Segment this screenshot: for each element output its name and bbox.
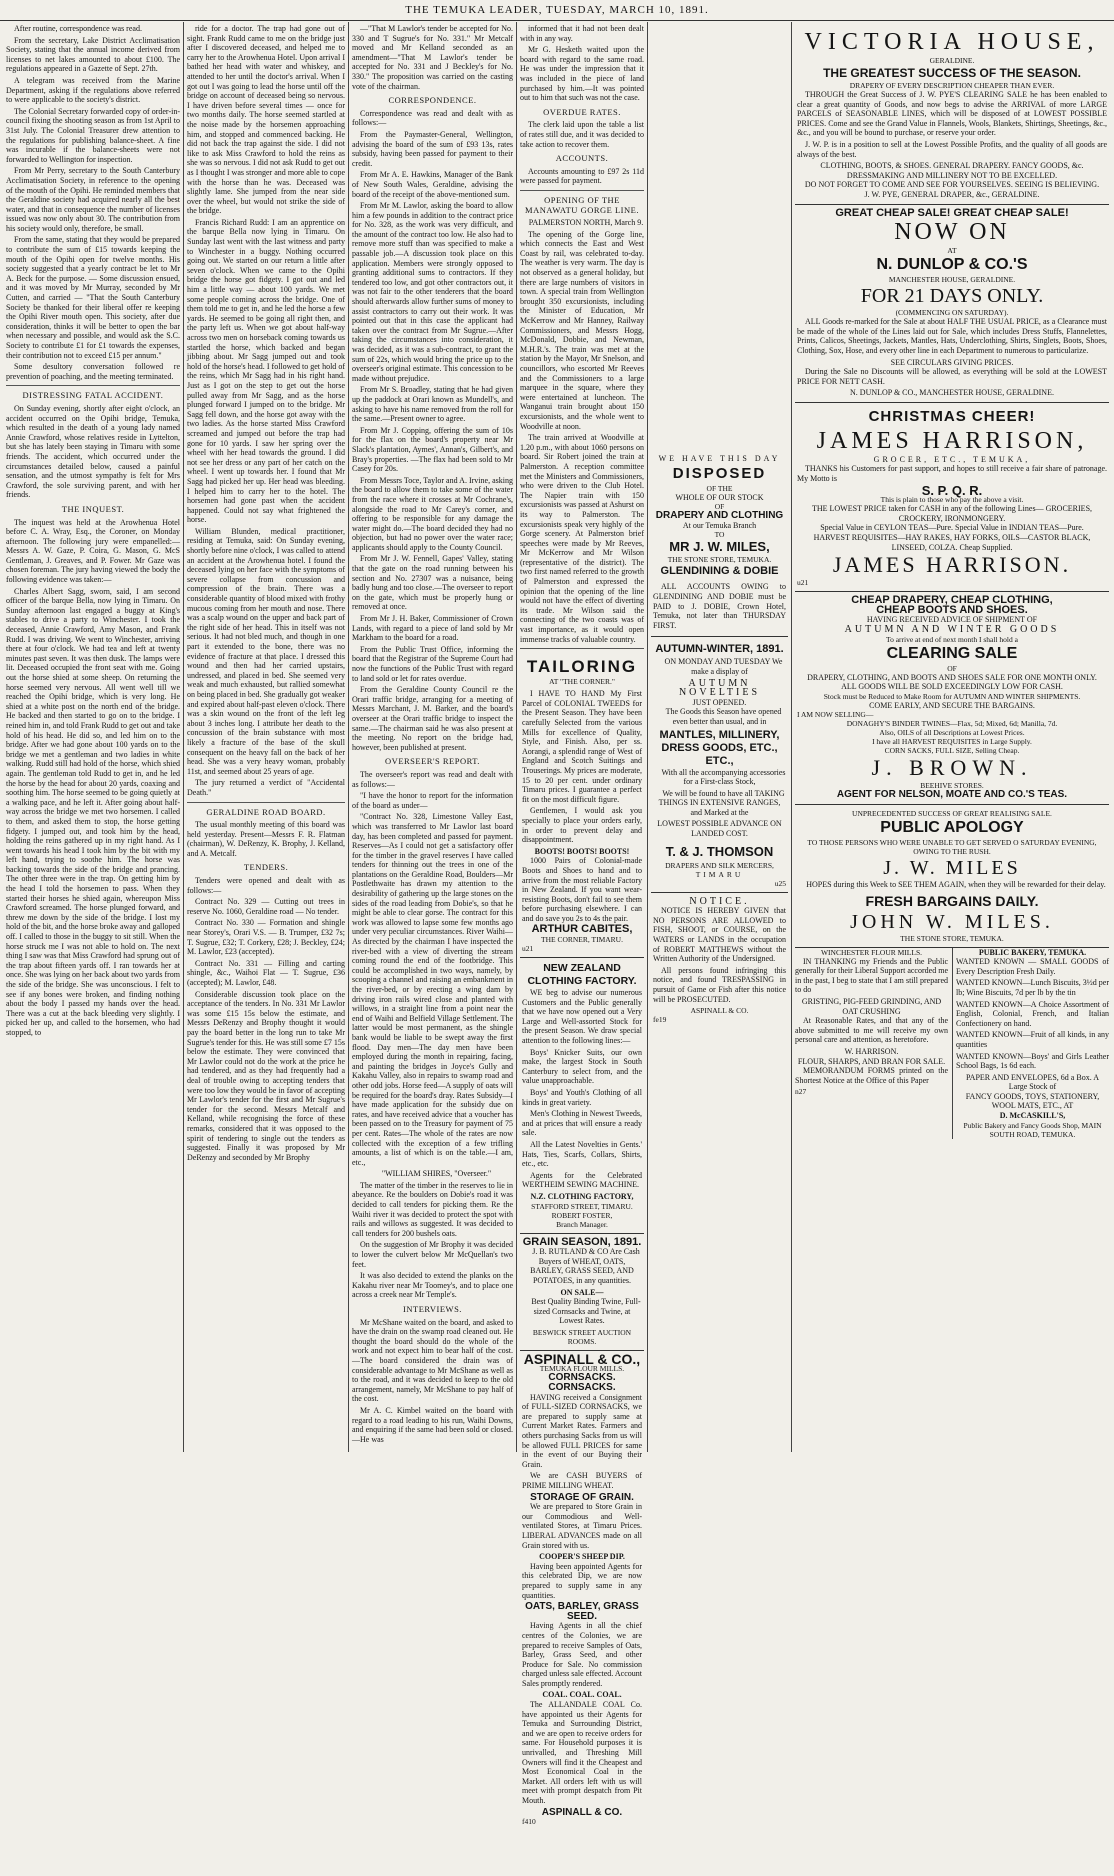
column-rule bbox=[791, 22, 792, 1452]
paragraph: Mr G. Hesketh waited upon the board with regard to the same road. He was under the impression that it was included in the piece of land purchased by him.—It was pointed out to him that such was not the case. bbox=[520, 45, 644, 103]
advert-line: WANTED KNOWN — SMALL GOODS of Every Description Fresh Daily. bbox=[956, 957, 1109, 976]
advert-title: PUBLIC BAKERY, TEMUKA. bbox=[978, 947, 1087, 957]
paragraph: The Colonial Secretary forwarded copy of order-in-council fixing the shooting season as from 1st April to 31st July. The Colonial Treasurer drew attention to the regulations for publishing balance-sheet. A fine was incurable if the balance-sheets were not forwarded to Wellington for inspection. bbox=[6, 106, 180, 164]
article-heading: DISTRESSING FATAL ACCIDENT. bbox=[22, 390, 164, 401]
paragraph: From the Paymaster-General, Wellington, advising the board of the sum of £93 13s, rates subsidy, having been passed for payment to their credit. bbox=[352, 129, 513, 168]
paragraph: Charles Albert Sagg, sworn, said, I am second officer of the barque Bella, now lying in Timaru. On Sunday afternoon last engaged a buggy at King's stables to drive a party to Winchester. I took the deceased, Annie Crawford, Amy Mason, and Frank Rudd. I was driving. We went to Winchester, arriving there at four o'clock. We had tea and left at twenty minutes past seven. It was then dusk. The lamps were lit. Deceased occupied the front seat with me. Going out the horse shied at some sheep. On returning the horse seemed very nervous. All went well till we reached the Opihi bridge, which is very long. He shied at a white post on the north end of the bridge. He backed and then started to go on to the bridge. I reined him in, and told Frank Rudd to get out and take hold of his head. He did so, and led him on to the bridge. After we had gone about 100 yards on to the bridge we met a gentleman and two ladies in white walking. Rudd still had hold of the horse, which shied again. The gentleman told Rudd to get in, and he led the horse by the head for about 20 yards, coaxing and soothing him. The horse seemed to be going quietly at a walking pace, and he left it. After going about half-way across the bridge we met two horsemen. I called to them, and asked them to stop, the horse getting fidgety. I jumped out, and took him by the head, holding the reins gathered up in my right hand. As I went towards his head I took him by the bit with my left hand, trying to soothe him. The horse was backing towards the side of the bridge and prancing. The other three were in the trap. On getting him by the head I told the horsemen to pass. When they started their horses he shied again, whereupon Miss Crawford screamed. The horse plunged forward, and threw me down by the side of the bridge. I lost my hold of the bit, and the horse broke away and galloped off. I called to those in the buggy to sit still. When the horse struck me I was not able to hold on. The next thing I saw was that Miss Crawford had sprung out of the trap about fifteen yards off. I ran towards her at once. She was lying on her back about two yards from the side of the bridge. She was unconscious. I felt to see if any bones were broken, and finding nothing about the body I passed my hands over the head. There was a cut at the back bleeding very slightly. I picked her up, and called to the horsemen, who had stopped, to bbox=[6, 586, 180, 1037]
article-subheading: TENDERS. bbox=[243, 862, 289, 873]
advert-line: DO NOT FORGET TO COME AND SEE FOR YOURSELVES. SEEING IS BELIEVING. bbox=[804, 180, 1100, 190]
clothing-factory-advert bbox=[520, 958, 644, 1233]
tailoring-advert bbox=[520, 653, 644, 958]
advert-body: We will be found to have all TAKING THINGS IN EXTENSIVE RANGES, and Marked at the bbox=[658, 788, 785, 817]
divider bbox=[520, 190, 644, 191]
advert-text: I AM NOW SELLING— bbox=[797, 710, 874, 720]
paragraph: "I have the honor to report for the information of the board as under— bbox=[352, 791, 513, 810]
advert-heading: CHRISTMAS CHEER! bbox=[868, 407, 1036, 425]
advert-heading: UNPRECEDENTED SUCCESS OF GREAT REALISING SALE. bbox=[852, 808, 1052, 818]
advertiser-address: THE CORNER, TIMARU. bbox=[541, 935, 623, 945]
advert-subtitle: TEMUKA FLOUR MILLS. bbox=[539, 1364, 625, 1374]
advert-heading: MANTLES, MILLINERY, DRESS GOODS, ETC., ETC., bbox=[659, 728, 780, 767]
advert-body: Having Agents in all the chief centres of the Colonies, we are prepared to receive Samples of Oats, Barley, Grass Seed, and other Produce for Sale. No commission charged unless sale effected. Account Sales promptly rendered. bbox=[522, 1621, 642, 1688]
paragraph: On the suggestion of Mr Brophy it was decided to lower the culvert below Mr McQuellan's two feet. bbox=[352, 1240, 513, 1269]
masthead: THE TEMUKA LEADER, TUESDAY, MARCH 10, 1891. bbox=[0, 0, 1114, 21]
disposed-advert bbox=[651, 450, 788, 637]
paragraph: informed that it had not been dealt with in any way. bbox=[520, 24, 644, 43]
advert-text: AT bbox=[947, 246, 957, 256]
advertiser-name: J. W. MILES bbox=[883, 856, 1021, 879]
paragraph: From the Public Trust Office, informing the board that the Registrar of the Supreme Court had now the functions of the Public Trust with regard to land sold or let for rates overdue. bbox=[352, 644, 513, 683]
advertiser-name: JAMES HARRISON. bbox=[832, 552, 1072, 578]
advert-title: PUBLIC APOLOGY bbox=[880, 818, 1024, 836]
advert-body: J. B. RUTLAND & CO Are Cash Buyers of WHEAT, OATS, BARLEY, GRASS SEED, AND POTATOES, in any quantities. bbox=[530, 1247, 640, 1285]
advert-body: 1000 Pairs of Colonial-made Boots and Shoes to hand and to arrive from the most reliable Factory in New Zealand. If you want wear-resisting Boots, don't fail to see them before purchasing elsewhere. I can and do save you 2s to 4s the pair. bbox=[522, 856, 642, 923]
advertiser-name: ASPINALL & CO. bbox=[541, 1806, 623, 1818]
paragraph: Mr A. C. Kimbel waited on the board with regard to a road leading to his run, Waihi Downs, and enquiring if the same had been sold or closed.—He was bbox=[352, 1405, 513, 1444]
paragraph: The inquest was held at the Arowhenua Hotel before C. A. Wray, Esq., the Coroner, on Monday afternoon. The following jury were empanelled:—Messrs A. W. Gaze, P. Coira, G. Mason, G. McS Gentleman, J. Greaves, and P. Fower. Mr Gaze was chosen foreman. The jury having viewed the body the following evidence was taken:— bbox=[6, 517, 180, 585]
paragraph: It was also decided to extend the planks on the Kakahu river near Mr Toomey's, and to place one across a creek near Mr Temple's. bbox=[352, 1271, 513, 1300]
advert-code: n27 bbox=[795, 1087, 807, 1097]
paragraph: From Mr Perry, secretary to the South Canterbury Acclimatisation Society, in reference to the opening of the mouth of the Opihi. He reminded members that the Geraldine society had acquired nearly all the best water, and that in consequence the number of licenses issued was now only about 30. The contribution from his society would only, therefore, be small. bbox=[6, 166, 180, 233]
advert-line: WANTED KNOWN—Lunch Biscuits, 3½d per lb; Wine Biscuits, 7d per lb by the tin bbox=[956, 978, 1109, 997]
advert-body: We are prepared to Store Grain in our Commodious and Well-ventilated Stores, at Timaru Prices. LIBERAL ADVANCES made on all Grain stored with us. bbox=[522, 1502, 642, 1550]
advert-subtitle: GROCER, ETC., TEMUKA, bbox=[873, 454, 1031, 464]
advert-title: NEW ZEALAND CLOTHING FACTORY. bbox=[527, 962, 637, 988]
advert-text: COME EARLY, AND SECURE THE BARGAINS. bbox=[869, 700, 1035, 710]
advert-text: This is plain to those who pay the above a visit. bbox=[880, 495, 1024, 505]
paragraph: Considerable discussion took place on the acceptance of the tenders. In No. 331 Mr Lawlor was some £15 15s below the estimate, and Messrs DeRenzy and Brophy thought it would pay the board better in the long run to take Mr Sugrue's tender for this. He was still some £7 15s below the estimate. They were convinced that Mr Lawlor could not do the work at the price he had tendered, and as they had frequently had a deal of trouble owing to accepting tenders that were too low they would be in favor of accepting Mr Lawlor's tender for the first and Mr Sugrue's tender for the second. Messrs Metcalf and Kelland, while recognising the force of these remarks, considered that it was opposed to the spirit of tendering to single out the tenders as suggested. Finally it was proposed by Mr DeRenzy and seconded by Mr Brophy bbox=[187, 989, 345, 1162]
advertiser-address: BESWICK STREET AUCTION ROOMS. bbox=[532, 1327, 632, 1346]
advert-heading: AUTUMN NOVELTIES bbox=[678, 677, 761, 699]
advertiser-address: THE STONE STORE, TEMUKA. bbox=[900, 933, 1004, 943]
advert-text: I have all HARVEST REQUISITES in Large Supply. bbox=[872, 737, 1032, 747]
advert-line: WANTED KNOWN—Boys' and Girls Leather School Bags, 1s 6d each. bbox=[956, 1051, 1109, 1071]
advert-body: WE beg to advise our numerous Customers and the Public generally that we have now opened out a Very Large and Well-assorted Stock for the present Season. We draw special attention to the following lines:— bbox=[522, 988, 642, 1046]
advert-title: NOW ON bbox=[894, 219, 1010, 246]
advert-text: OF bbox=[714, 502, 725, 512]
column-2 bbox=[187, 24, 345, 1450]
paragraph: The matter of the timber in the reserves to lie in abeyance. Re the boulders on Dobie's road it was decided to call tenders for picking them. Re the Waihi river it was decided to protect the spot with rails and willows as suggested. It was decided to call tenders for 200 bushels oats. bbox=[352, 1180, 513, 1238]
advertiser-name: J. BROWN. bbox=[871, 755, 1033, 781]
advert-text: HAVING RECEIVED ADVICE OF SHIPMENT OF bbox=[866, 615, 1038, 625]
advertiser-name: N. DUNLOP & CO.'S bbox=[876, 256, 1028, 274]
advert-line: CLOTHING, BOOTS, & SHOES. GENERAL DRAPERY. FANCY GOODS, &c. bbox=[820, 161, 1084, 171]
advert-subtitle: AT "THE CORNER." bbox=[549, 677, 615, 687]
advert-heading: OATS, BARLEY, GRASS SEED. bbox=[525, 1601, 639, 1622]
advert-heading: COAL. COAL. COAL. bbox=[542, 1690, 622, 1700]
paragraph: From Messrs Toce, Taylor and A. Irvine, asking the board to allow them to take some of the water from the race where it crosses at Mr Cochrane's, alongside the road to Mr Carey's corner, and offering to be responsible for any damage the water might do.—The board decided they had no objection, but had no power over the water race; applicants should apply to the County Council. bbox=[352, 475, 513, 552]
advert-text: OF THE bbox=[706, 483, 733, 493]
advert-heading: BOOTS! BOOTS! BOOTS! bbox=[534, 846, 630, 856]
advert-body: Best Quality Binding Twine, Full-sized Cornsacks and Twine, at Lowest Rates. bbox=[531, 1297, 641, 1326]
paragraph: "Contract No. 328, Limestone Valley East, which was transferred to Mr Lawlor last board day, has been completed and passed for payment. Reserves—As I could not get a satisfactory offer for the timber in the gravel reserves I have called tenders for thinning out the trees in one of the plantations on the Geraldine Road, Boulders—Mr Postlethwaite has drawn my attention to the desirability of gathering up the large stones on the sides of the road leading from Dobie's, so that he might be able to clear gorse. The contract for this work was allowed to lapse some few months ago under very peculiar circumstances. River Waihi—As directed by the chairman I have inspected the river-bed with a view of diverting the stream coming round the end of the footbridge. This could be accomplished in two ways, namely, by scooping a channel and raising an embankment in the river-bed, or by erecting a wing dam by driving iron rails wired close and planted with willows, in a straight line from a point near the end of Waihi and Belfield Village Settlement. The latter would be most permanent, as the shingle bank would be liable to be swept away the first flood. Day men—The day men have been employed during the month in repairing, facing, and painting the bridges in Joyce's Gully and Kakahu Valley, also in repairs to swamp road and other odd jobs. Horse feed—A supply of oats will be required for the board's dray. Rates Subsidy—I have made application for the subsidy due on rates, and have received advice that a voucher has been passed on to the Treasury for payment of 75 per cent. Rates—The whole of the rates are now collected with the exception of a few trifling amounts, a list of which is on the table.—I am, etc., bbox=[352, 812, 513, 1167]
advertiser-name: ARTHUR CABITES, bbox=[531, 923, 633, 936]
autumn-winter-advert bbox=[651, 637, 788, 892]
column-rule bbox=[516, 22, 517, 1452]
brown-advert bbox=[795, 592, 1109, 805]
article-subheading: CORRESPONDENCE. bbox=[388, 95, 477, 106]
paragraph: After routine, correspondence was read. bbox=[14, 24, 142, 33]
article-subheading: THE INQUEST. bbox=[61, 503, 125, 514]
aspinall-advert bbox=[520, 1351, 644, 1830]
advert-heading: AGENT FOR NELSON, MOATE AND CO.'S TEAS. bbox=[836, 789, 1068, 801]
advertiser-name: JAMES HARRISON, bbox=[816, 427, 1088, 454]
divider bbox=[520, 648, 644, 649]
advert-heading: CHEAP DRAPERY, CHEAP CLOTHING, bbox=[851, 594, 1053, 607]
column-6 bbox=[795, 24, 1109, 1450]
signature: "WILLIAM SHIRES, "Overseer." bbox=[381, 1169, 492, 1179]
advertiser-name: J. W. PYE, GENERAL DRAPER, &c., GERALDINE. bbox=[864, 189, 1040, 199]
advertiser-name: GLENDINING & DOBIE bbox=[660, 565, 779, 578]
advert-body: Having been appointed Agents for this celebrated Dip, we are now prepared to supply same in any quantities. bbox=[522, 1561, 642, 1600]
advert-body: J. W. P. is in a position to sell at the Lowest Possible Profits, and the quality of all goods are always of the best. bbox=[797, 139, 1107, 159]
paragraph: From Mr J. Copping, offering the sum of 10s for the flax on the board's property near Mr Slack's plantation, Aymes', Annan's, Gilbert's, and Bray's properties. —The flax had been sold to Mr Casey for 20s. bbox=[352, 425, 513, 474]
paragraph: The usual monthly meeting of this board was held yesterday. Present—Messrs F. R. Flatman (chairman), W. DeRenzy, K. Brophy, J. Kelland, and A. Metcalf. bbox=[187, 820, 345, 858]
paragraph: On Sunday evening, shortly after eight o'clock, an accident occurred on the Opihi bridge, Temuka, which resulted in the death of a young lady named Annie Crawford, whose relatives reside in Lyttelton, but she has lately been staying in Timaru with some friends. The accident, which occurred under the circumstances detailed below, caused a painful sensation, and the utmost sympathy is felt for Mrs Crawford, the sole surviving parent, and with her friends. bbox=[6, 403, 180, 500]
advertiser-name: ASPINALL & CO. bbox=[690, 1006, 749, 1016]
paragraph: The overseer's report was read and dealt with as follows:— bbox=[352, 769, 513, 789]
paragraph: Contract No. 329 — Cutting out trees in reserve No. 1060, Geraldine road — No tender. bbox=[187, 897, 345, 916]
advert-line: Boys' and Youth's Clothing of all kinds in great variety. bbox=[522, 1088, 642, 1107]
advert-heading: DRAPERY AND CLOTHING bbox=[655, 510, 784, 522]
advert-line: THE LOWEST PRICE taken for CASH in any of the following Lines— GROCERIES, CROCKERY, IRONMONGERY. bbox=[811, 504, 1093, 523]
advert-line: DRESSMAKING AND MILLINERY NOT TO BE EXCELLED. bbox=[846, 170, 1058, 180]
advert-text: CORN SACKS, FULL SIZE, Selling Cheap. bbox=[884, 746, 1020, 756]
paragraph: Tenders were opened and dealt with as follows:— bbox=[187, 876, 345, 895]
advert-text: (COMMENCING ON SATURDAY). bbox=[895, 308, 1009, 318]
advert-heading: MR J. W. MILES, bbox=[669, 539, 770, 555]
paragraph: From the same, stating that they would be prepared to contribute the sum of £15 towards keeping the mouth of the Opihi open for twelve months. His society suggested that a yearly contract be let to Mr A. Beck for the purpose. — Some discussion ensued, and it was moved by Mr Murray, seconded by Mr Cutten, and carried — "That the South Canterbury Society be thanked for their liberal offer re keeping the Opihi River mouth open. This society, after due consideration, thinks it will be better to open the bar when necessary and possible, and would ask the S.C. Society to contribute £1 for £1 towards the expenses, their contribution not to exceed £15 per annum." bbox=[6, 235, 180, 360]
bottom-adverts bbox=[795, 948, 1109, 1139]
advertiser-manager: ROBERT FOSTER, bbox=[551, 1210, 613, 1220]
advertiser-address: STAFFORD STREET, TIMARU. bbox=[531, 1201, 633, 1211]
paragraph: From Mr S. Broadley, stating that he had given up the paddock at Orari known as Mundell's, and asking to have his name removed from the roll for the same.—Present owner to agree. bbox=[352, 385, 513, 424]
article-heading: GERALDINE ROAD BOARD. bbox=[206, 806, 326, 817]
advert-body: THROUGH the Great Success of J. W. PYE'S CLEARING SALE he has been enabled to clear a great quantity of Goods, and now begs to advise the ARRIVAL of more LARGE PARCELS of SEASONABLE LINES, which will be disposed of at LOWEST POSSIBLE PRICES. Come and see the Grand Value in Flannels, Wools, Blankets, Shirtings, Sheetings, &c., &c., and you will be bound to purchase, or reserve your order. bbox=[797, 90, 1107, 138]
paragraph: The opening of the Gorge line, which connects the East and West Coast by rail, was celebrated to-day. The weather is very warm. The day is not observed as a general holiday, but there are large numbers of visitors in town. A special train from Wellington brought 350 excursionists, including the Minister of Education, Mr McKerrow and Mr Hanney, Railway Commissioners, and Messrs Hogg, McDonald, Dobbie, and Newman, M.H.R.'s. The train was met at the station by the Mayor, Mr Snelson, and councillors, who escorted Mr Reeves and the Commissioners to a large marquee in the square, where they were entertained at luncheon. The Wanganui train brought about 150 excursionists, and the whole went to Woodville at noon. bbox=[520, 229, 644, 431]
winchester-mills-advert bbox=[795, 948, 948, 1139]
advert-body: IN THANKING my Friends and the Public generally for their Liberal Support accorded me in the past, I beg to state that I am still prepared to do bbox=[795, 956, 948, 995]
advert-body: The Goods this Season have opened even better than usual, and in bbox=[665, 707, 782, 726]
advert-text: To arrive at end of next month I shall hold a bbox=[886, 634, 1018, 644]
advert-text: Stock must be Reduced to Make Room for AUTUMN AND WINTER SHIPMENTS. bbox=[823, 691, 1081, 701]
advert-body: I HAVE TO HAND My First Parcel of COLONIAL TWEEDS for the Present Season. They have been carefully Selected from the various Mills for excellence of Quality, Style, and Finish. Also, per ss. Aorangi, a splendid range of West of England and Scotch Suitings and Trouserings. My prices are moderate, 15 to 20 per cent. under ordinary Timaru prices. I guarantee a perfect fit on the most difficult figure. bbox=[522, 689, 642, 804]
advertiser-address: BEEHIVE STORES. bbox=[920, 781, 984, 791]
article-subheading: ACCOUNTS. bbox=[555, 153, 609, 164]
advert-title: WINCHESTER FLOUR MILLS. bbox=[820, 947, 923, 957]
advert-title: ASPINALL & CO., bbox=[523, 1350, 641, 1367]
advertiser-name: N.Z. CLOTHING FACTORY, bbox=[530, 1191, 634, 1201]
article-subheading: OVERDUE RATES. bbox=[543, 106, 621, 117]
advert-body: All persons found infringing this notice, and found TRESPASSING in pursuit of Game or Fish after this notice will be PROSECUTED. bbox=[653, 965, 786, 1004]
advert-body: THANKS his Customers for past support, and hopes to still receive a fair share of patronage. My Motto is bbox=[797, 464, 1107, 484]
advert-text: WHOLE OF OUR STOCK bbox=[675, 492, 764, 502]
dunlop-advert bbox=[795, 205, 1109, 403]
paragraph: The train arrived at Woodville at 1.20 p.m., with about 1060 persons on board. Sir Robert joined the train at Palmerston. A reception committee met the Ministers and Commissioners, who were driven to the Club Hotel. The Napier train with 150 excursionists was passed at Ashurst on its way to Palmerston. The excursionists speak very highly of the Gorge scenery. At Palmerston brief speeches were made by Mr Reeves, Mr McKerrow and Mr Wilson (representative of the district). The two first named referred to the growth of Palmerston and expressed the opinion that the opening of the line would not have the effect of diverting its trade. Mr Wilson said the connecting of the two coasts was of vast importance, as it would open immense tracks of valuable country. bbox=[520, 433, 644, 644]
advert-code: u25 bbox=[774, 878, 786, 888]
advert-title: VICTORIA HOUSE, bbox=[804, 29, 1100, 55]
paragraph: ride for a doctor. The trap had gone out of sight. Frank Rudd came to me on the bridge just after I discovered deceased, and helped me to carry her to the Arowhenua Hotel. Upon arrival I bathed her head with water and whiskey, and attended to her until the doctor's arrival. When I got out I was going to lead the horse until off the bridge on account of deceased being so nervous. I have driven before several times — once for two months daily. The horse seemed startled at the noise made by the horsemen approaching him, and stopped and commenced backing. He did not back the trap against the side. I did not like to ask Miss Crawford to hold the reins as she was so nervous. I did not ask Rudd to get out as I thought I was stronger and more able to cope with the horse than he was. Deceased was slightly lame. She jumped from the near side over the wheel, but would not strike the side of the bridge. bbox=[187, 24, 345, 216]
advert-text: DONAGHY'S BINDER TWINES—Flax, 5d; Mixed, 6d; Manilla, 7d. bbox=[846, 719, 1058, 729]
advertiser-address: Public Bakery and Fancy Goods Shop, MAIN SOUTH ROAD, TEMUKA. bbox=[963, 1120, 1102, 1139]
advert-heading: CORNSACKS. CORNSACKS. bbox=[548, 1372, 616, 1394]
article-heading: OPENING OF THE MANAWATU GORGE LINE. bbox=[525, 194, 639, 215]
advert-body: With all the accompanying accessories for a First-class Stock, bbox=[661, 767, 786, 787]
advertiser-name: D. McCASKILL'S, bbox=[999, 1111, 1066, 1121]
advert-heading: DRAPERY OF EVERY DESCRIPTION CHEAPER THAN EVER. bbox=[849, 81, 1055, 90]
advert-line: Special Value in CEYLON TEAS—Pure. Special Value in INDIAN TEAS—Pure. bbox=[820, 523, 1084, 533]
paragraph: Contract No. 330 — Formation and shingle near Storey's, Orari V.S. — B. Trumper, £32 7s; T. Sugrue, £32; T. Corkery, £28; J. Beckley, £24; M. Lawlor, £23 (accepted). bbox=[187, 918, 345, 957]
column-rule bbox=[183, 22, 184, 1452]
grain-season-advert bbox=[520, 1234, 644, 1351]
advert-text: FLOUR, SHARPS, AND BRAN FOR SALE. bbox=[797, 1056, 946, 1066]
article-subheading: INTERVIEWS. bbox=[403, 1304, 462, 1314]
advert-title: AUTUMN-WINTER, 1891. bbox=[655, 643, 784, 656]
paragraph: From Mr J. H. Baker, Commissioner of Crown Lands, with regard to a piece of land sold by Mr Markham to the board for a road. bbox=[352, 614, 513, 643]
advert-text: FANCY GOODS, TOYS, STATIONERY, WOOL MATS, ETC., AT bbox=[965, 1091, 1100, 1111]
advert-motto: S. P. Q. R. bbox=[921, 482, 983, 498]
advert-text: THE STONE STORE, TEMUKA. bbox=[667, 555, 772, 565]
column-3 bbox=[352, 24, 513, 1450]
miles-advert bbox=[795, 805, 1109, 948]
advertiser-name: T. & J. THOMSON bbox=[665, 843, 774, 859]
advert-line: HARVEST REQUISITES—HAY RAKES, HAY FORKS, OILS—CASTOR BLACK, LINSEED, COLZA. Cheap Supplied. bbox=[813, 533, 1091, 552]
paragraph: Accounts amounting to £97 2s 11d were passed for payment. bbox=[520, 166, 644, 186]
advert-text: OF bbox=[947, 663, 957, 673]
advert-body: HAVING received a Consignment of FULL-SIZED CORNSACKS, we are prepared to supply same at Current Market Rates. Farmers and others purchasing Sacks from us will be allowed FULL PRICES for same in the event of our Buying their Grain. bbox=[522, 1392, 642, 1469]
paragraph: Mr McShane waited on the board, and asked to have the drain on the swamp road cleaned out. He thought the board should do the whole of the work and not expect him to bear half of the cost.—The board considered the drain was of considerable advantage to Mr McShane as well as to the road, and it was decided to keep to the old arrangement, namely, Mr McShane to pay half of the cost. bbox=[352, 1317, 513, 1404]
paragraph: Some desultory conversation followed re prevention of poaching, and the meeting terminated. bbox=[6, 362, 180, 381]
advert-body: MEMORANDUM FORMS printed on the Shortest Notice at the Office of this Paper bbox=[795, 1066, 948, 1085]
advert-body: ALL ACCOUNTS OWING to GLENDINING AND DOBIE must be PAID to J. DOBIE, Crown Hotel, Temuka, not later than THURSDAY FIRST. bbox=[653, 582, 786, 630]
paragraph: From the Geraldine County Council re the Orari traffic bridge, arranging for a meeting of Messrs Marchant, J. M. Barker, and the board's overseer at the Orari traffic bridge to inspect the same.—The chairman said he was also present at the meeting. No report on the bridge had, however, been published at present. bbox=[352, 685, 513, 752]
paragraph: William Blunden, medical practitioner, residing at Temuka, said: On Sunday evening, shortly before nine o'clock, I was called to attend an accident at the Arowhenua hotel. I found the deceased lying on her face with the symptoms of severe collapse from concussion and compression of the brain. There was a considerable quantity of blood mixed with frothy mucous coming from her mouth and nose. There was a scalp wound on the upper and back part of the right side of her head. This in itself was not serious. It had not bled much, and though in one part it extended to the bone, there was no evidence of fracture at that place. I dressed this wound and then had her carried upstairs, undressed, and placed in bed. She seemed very weak and much exhausted, but rallied somewhat on being placed in bed. She gradually got weaker and expired about half-past eleven o'clock. There was a skin wound on the front of the left leg about 3 inches long. I attribute her death to the concussion of the brain substance with most likely a fracture of the base of the skull consequent on the heavy fall on the back of her head. She was a very heavy woman, probably 11st, and seemed about 25 years of age. bbox=[187, 526, 345, 776]
advert-lead: WE HAVE THIS DAY bbox=[658, 454, 781, 463]
advert-title: TAILORING bbox=[526, 657, 638, 677]
paragraph: From the secretary, Lake District Acclimatisation Society, stating that the annual income derived from licenses to net lakes amounted to about £100. The regulations appeared in a Gazette of Sept. 27th. bbox=[6, 35, 180, 74]
advertiser-address: MANCHESTER HOUSE, GERALDINE. bbox=[888, 275, 1016, 285]
advert-body: HOPES during this Week to SEE THEM AGAIN, when they will be rewarded for their delay. bbox=[806, 879, 1106, 889]
advert-heading: FRESH BARGAINS DAILY. bbox=[865, 892, 1039, 909]
paragraph: The clerk laid upon the table a list of rates still due, and it was decided to take action to recover them. bbox=[520, 120, 644, 149]
advertiser-address: TIMARU bbox=[695, 869, 744, 879]
paragraph: —"That M Lawlor's tender be accepted for No. 330 and T Sugrue's for No. 331." Mr Metcalf moved and Mr Kelland seconded as an amendment—"That M Lawlor's tender be accepted for No. 331 and J Beckley's for No. 330." The proposition was carried on the casting vote of the chairman. bbox=[352, 24, 513, 91]
advert-title: DISPOSED bbox=[672, 464, 767, 482]
paragraph: From Mr M. Lawlor, asking the board to allow him a few pounds in addition to the contract price for No. 328, as the work was very difficult, and the amount of the contract too low. He also had to remove more stuff than was specified to make a passable job.—A discussion took place on this application. Members were strongly opposed to granting additional sums to contractors. If they tendered too low, and got other contractors out, it was not fair to the other tenderers that the board should afterwards allow further sums of money to assist contractors to carry out their work. It was pointed out that in this case the applicant had taken over the contract from Mr Sugrue.—After taking the circumstances into consideration, it was decided, as it was a sub-contract, to grant the sum of 22s, which would bring the price up to the overseer's original estimate. This concession to be made without prejudice. bbox=[352, 201, 513, 383]
advert-title: NOTICE. bbox=[689, 895, 750, 907]
advert-code: fe19 bbox=[653, 1015, 667, 1025]
advert-text: PAPER AND ENVELOPES, 6d a Box. A Large Stock of bbox=[965, 1072, 1100, 1092]
advertiser-subtitle: DRAPERS AND SILK MERCERS, bbox=[665, 860, 774, 870]
column-1 bbox=[6, 24, 180, 1450]
advert-heading: COOPER'S SHEEP DIP. bbox=[539, 1552, 625, 1562]
advert-heading: ON SALE— bbox=[560, 1287, 604, 1297]
advertiser-manager-title: Branch Manager. bbox=[556, 1219, 608, 1229]
advert-text: Also, OILS of all Descriptions at Lowest Prices. bbox=[879, 728, 1025, 738]
public-bakery-advert bbox=[952, 948, 1109, 1139]
advertiser-name: JOHN W. MILES. bbox=[850, 910, 1054, 933]
paragraph: Francis Richard Rudd: I am an apprentice on the barque Bella now lying in Timaru. On Sunday last went with the last witness and party to Winchester in a buggy. Nothing occurred going out. We started on our return a little after seven o'clock. When we came to the Opihi bridge the horse got fidgety. I got out and led him a little way — about 100 yards. We met some people coming across the bridge. One of them told me to get in, and he led the horse a few yards. He seemed to be going all right then, and the party left us. When we got about half-way across two men on horseback coming towards us startled the horse, which backed and began jibbing about. Mr Sagg jumped out and took hold of the horse's head. I followed to get hold of the reins, which Mr Sagg had in his right hand. Just as I got on the step to get out the horse pulled away from Mr Sagg, and as the horse plunged forward I jumped on to the bridge. Mr Sagg fell down, and the horse got away with the two ladies. As the horse started Miss Crawford screamed and jumped out before the trap had gone for 10 yards. I saw her spring over the wheel with her head towards the ground. I did not see her dress or any part of her catch on the wheel. I went up towards her. I found that Mr Sagg had picked her up. Her head was bleeding. I helped him to carry her to the hotel. The horsemen had gone past when the accident happened. Could not say what frightened the horse. bbox=[187, 217, 345, 525]
advert-line: All the Latest Novelties in Gents.' Hats, Ties, Scarfs, Collars, Shirts, etc., etc. bbox=[522, 1139, 642, 1169]
paragraph: Contract No. 331 — Filling and carting shingle, &c., Waihoi Flat — T. Sugrue, £36 (accepted); M. Lawlor, £48. bbox=[187, 958, 345, 987]
advert-heading: CHEAP BOOTS AND SHOES. bbox=[876, 603, 1028, 616]
paragraph: From Mr A. E. Hawkins, Manager of the Bank of New South Wales, Geraldine, advising the board of the receipt of the above-mentioned sum. bbox=[352, 170, 513, 199]
advert-code: u21 bbox=[797, 578, 809, 588]
dateline: PALMERSTON NORTH, March 9. bbox=[528, 218, 644, 228]
advert-body: We are CASH BUYERS of PRIME MILLING WHEAT. bbox=[522, 1471, 642, 1490]
advert-heading: GREAT CHEAP SALE! GREAT CHEAP SALE! bbox=[835, 206, 1069, 219]
advert-text: AUTUMN AND WINTER GOODS bbox=[844, 624, 1060, 635]
paragraph: A telegram was received from the Marine Department, asking if the regulations above referred to were applicable to the society's district. bbox=[6, 75, 180, 105]
advert-body: Gentlemen, I would ask you specially to place your orders early, in order to prevent delay and disappointment. bbox=[522, 806, 642, 845]
advert-heading: CLEARING SALE bbox=[886, 644, 1018, 662]
advert-text: LOWEST POSSIBLE ADVANCE ON LANDED COST. bbox=[657, 819, 782, 839]
notice-advert bbox=[651, 893, 788, 1029]
advert-heading: STORAGE OF GRAIN. bbox=[530, 1491, 634, 1503]
advert-line: Boys' Knicker Suits, our own make, the largest Stock in South Canterbury to select from, and the value unapproachable. bbox=[522, 1047, 642, 1086]
advert-body: NOTICE IS HEREBY GIVEN that NO PERSONS ARE ALLOWED to FISH, SHOOT, or COURSE, on the WATERS or LANDS in the occupation of ROBERT MATTHEWS without the Written Authority of the Undersigned. bbox=[653, 906, 786, 964]
advertiser-name: W. HARRISON. bbox=[844, 1046, 899, 1056]
divider bbox=[187, 802, 345, 803]
advert-text: SEE CIRCULARS GIVING PRICES. bbox=[890, 357, 1014, 367]
advert-line: Agents for the Celebrated WERTHEIM SEWING MACHINE. bbox=[522, 1170, 642, 1190]
column-rule bbox=[348, 22, 349, 1452]
advert-text: TO THOSE PERSONS WHO WERE UNABLE TO GET SERVED O SATURDAY EVENING, OWING TO THE RUSH. bbox=[807, 837, 1097, 856]
advert-text: ALL GOODS WILL BE SOLD EXCEEDINGLY LOW FOR CASH. bbox=[841, 682, 1063, 692]
advert-line: WANTED KNOWN—Fruit of all kinds, in any quantities bbox=[956, 1030, 1109, 1049]
column-4 bbox=[520, 24, 644, 1827]
paragraph: Correspondence was read and dealt with as follows:— bbox=[352, 108, 513, 128]
advert-line: WANTED KNOWN—A Choice Assortment of English, Colonial, French, and Italian Confectionery on hand. bbox=[956, 999, 1109, 1028]
column-rule bbox=[647, 22, 648, 1452]
advert-body: ON MONDAY AND TUESDAY We make a display of bbox=[664, 657, 783, 676]
advert-body: At Reasonable Rates, and that any of the above submitted to me will receive my own personal care and attention, as heretofore. bbox=[795, 1016, 948, 1045]
advert-text: At our Temuka Branch bbox=[682, 520, 757, 530]
article-subheading: OVERSEER'S REPORT. bbox=[385, 756, 480, 767]
column-5 bbox=[651, 450, 788, 1876]
advert-body: During the Sale no Discounts will be allowed, as everything will be sold at the LOWEST PRICE FOR NETT CASH. bbox=[797, 367, 1107, 386]
advert-subtitle: GERALDINE. bbox=[929, 56, 975, 65]
advert-code: u21 bbox=[522, 944, 534, 954]
advert-title: GRAIN SEASON, 1891. bbox=[522, 1235, 642, 1248]
advert-heading: FOR 21 DAYS ONLY. bbox=[860, 285, 1044, 308]
paragraph: The jury returned a verdict of "Accidental Death." bbox=[187, 778, 345, 797]
victoria-house-advert bbox=[795, 24, 1109, 205]
advert-text: DRAPERY, CLOTHING, AND BOOTS AND SHOES SALE FOR ONE MONTH ONLY. bbox=[807, 672, 1097, 682]
advert-text: GRISTING, PIG-FEED GRINDING, AND OAT CRUSHING bbox=[801, 996, 942, 1016]
advert-line: Men's Clothing in Newest Tweeds, and at prices that will ensure a ready sale. bbox=[522, 1109, 642, 1138]
harrison-advert bbox=[795, 403, 1109, 592]
advert-text: TO bbox=[714, 530, 725, 540]
advert-text: JUST OPENED. bbox=[692, 697, 747, 707]
advert-body: The ALLANDALE COAL Co. have appointed us their Agents for Temuka and Surrounding District, and we are open to receive orders for same. For Household purposes it is unrivalled, and Threshing Mill Owners will find it the Cheapest and Most Economical Coal in the Market. All orders left with us will meet with prompt despatch from Pit Mouth. bbox=[522, 1700, 642, 1805]
advert-body: ALL Goods re-marked for the Sale at about HALF THE USUAL PRICE, as a Clearance must be made of the whole of the Lines laid out for Sale, which includes Dress Stuffs, Flannelettes, Prints, Calicos, Sheetings, Jackets, Mantles, Hats, Underclothing, Shirts, Singlets, Boots, Shoes, Clothing, Sox, Hose, and every other line in each Department to numerous to particularize. bbox=[797, 317, 1107, 355]
divider bbox=[6, 385, 180, 386]
advert-heading: THE GREATEST SUCCESS OF THE SEASON. bbox=[823, 66, 1081, 80]
advertiser-signature: N. DUNLOP & CO., MANCHESTER HOUSE, GERALDINE. bbox=[850, 388, 1054, 398]
paragraph: From Mr J. W. Fennell, Gapes' Valley, stating that the gate on the road running between his section and No. 27307 was a nuisance, being badly hung and too close.—The overseer to report on the gate, which must be properly hung or removed at once. bbox=[352, 554, 513, 612]
advert-code: f410 bbox=[522, 1817, 536, 1827]
